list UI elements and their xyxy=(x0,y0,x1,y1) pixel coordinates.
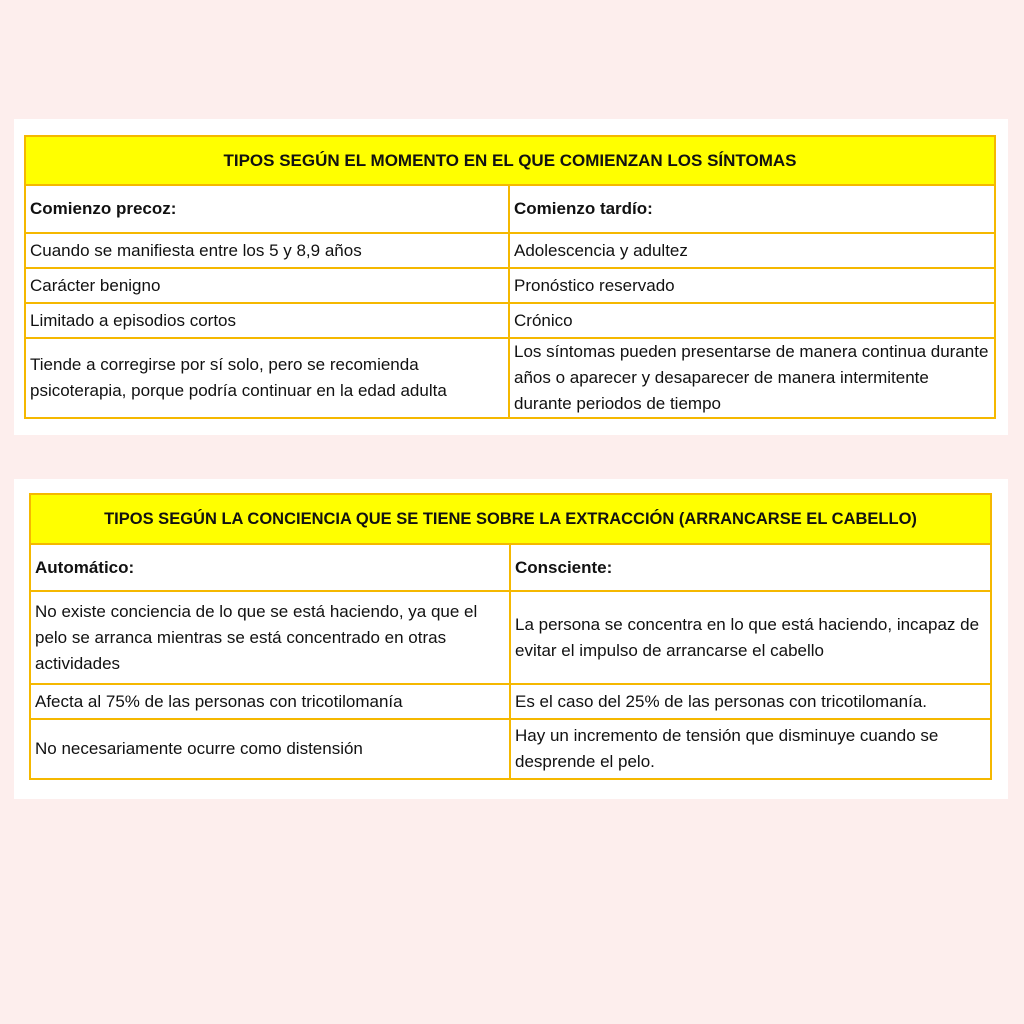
table-panel-awareness xyxy=(14,479,1008,799)
table-panel-onset xyxy=(14,119,1008,435)
column-header-automatic: Automático: xyxy=(30,544,510,591)
table-cell: Tiende a corregirse por sí solo, pero se recomienda psicoterapia, porque podría continuar en la edad adulta xyxy=(25,338,509,418)
table-cell: Limitado a episodios cortos xyxy=(25,303,509,338)
column-header-late-onset: Comienzo tardío: xyxy=(509,185,995,233)
table-cell: No existe conciencia de lo que se está haciendo, ya que el pelo se arranca mientras se está concentrado en otras actividades xyxy=(30,591,510,684)
table-cell: Afecta al 75% de las personas con tricotilomanía xyxy=(30,684,510,719)
table-cell: Carácter benigno xyxy=(25,268,509,303)
awareness-types-table xyxy=(29,493,992,780)
table-cell: Hay un incremento de tensión que disminuye cuando se desprende el pelo. xyxy=(510,719,991,779)
table-title: TIPOS SEGÚN EL MOMENTO EN EL QUE COMIENZAN LOS SÍNTOMAS xyxy=(25,136,995,185)
table-title: TIPOS SEGÚN LA CONCIENCIA QUE SE TIENE SOBRE LA EXTRACCIÓN (ARRANCARSE EL CABELLO) xyxy=(30,494,991,544)
column-header-conscious: Consciente: xyxy=(510,544,991,591)
table-cell: Crónico xyxy=(509,303,995,338)
table-cell: No necesariamente ocurre como distensión xyxy=(30,719,510,779)
table-cell: Adolescencia y adultez xyxy=(509,233,995,268)
table-cell: Es el caso del 25% de las personas con tricotilomanía. xyxy=(510,684,991,719)
table-cell: La persona se concentra en lo que está haciendo, incapaz de evitar el impulso de arrancarse el cabello xyxy=(510,591,991,684)
table-cell: Los síntomas pueden presentarse de manera continua durante años o aparecer y desaparecer de manera intermitente durante periodos de tiempo xyxy=(509,338,995,418)
onset-types-table xyxy=(24,135,996,419)
column-header-early-onset: Comienzo precoz: xyxy=(25,185,509,233)
table-cell: Cuando se manifiesta entre los 5 y 8,9 años xyxy=(25,233,509,268)
table-cell: Pronóstico reservado xyxy=(509,268,995,303)
